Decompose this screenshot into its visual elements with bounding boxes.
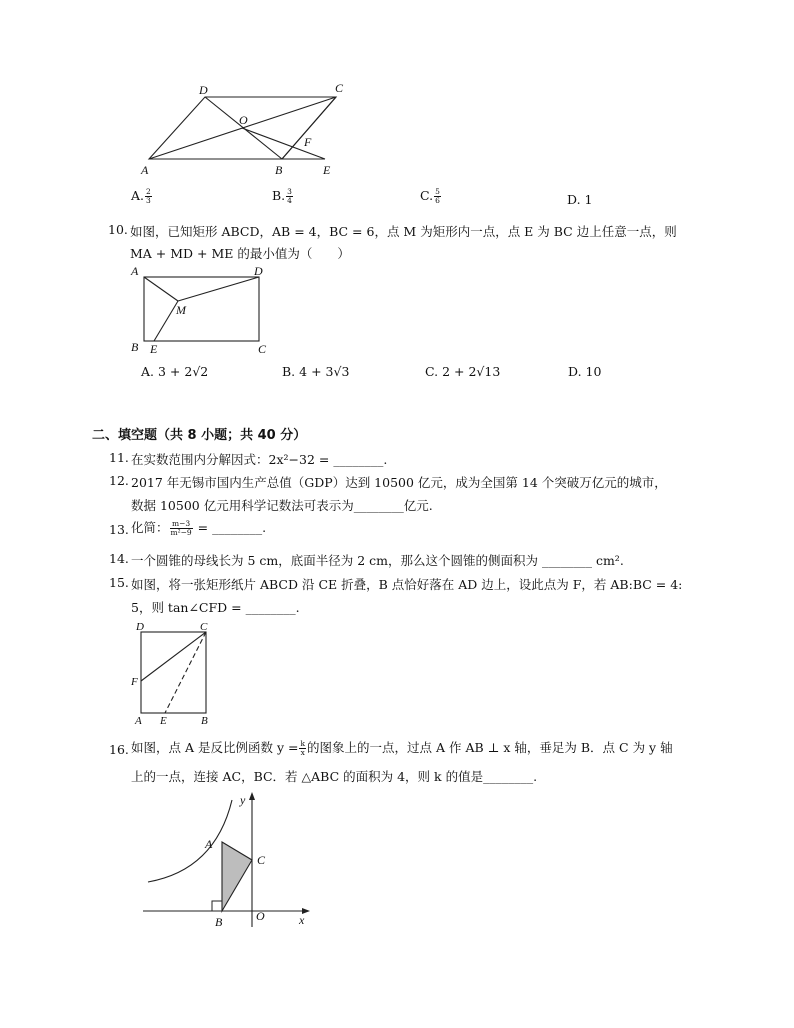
q9-parallelogram-figure <box>135 78 355 178</box>
q11-number: 11. <box>109 450 129 465</box>
q9-option-c-fraction <box>434 188 441 205</box>
q12-line1: 2017 年无锡市国内生产总值（GDP）达到 10500 亿元，成为全国第 14 个突破万亿元的城市， <box>131 475 667 490</box>
q15-line2: 5，则 tan∠CFD = ________. <box>131 600 300 615</box>
q15-label-d: D <box>136 621 144 633</box>
q10-label-e: E <box>150 342 158 356</box>
q16-line1-part1: 如图，点 A 是反比例函数 y = <box>131 740 299 755</box>
q13-fraction <box>170 520 193 537</box>
q15-fold-line-ce <box>165 632 206 713</box>
q15-segment-fc <box>141 632 206 681</box>
q9-option-b <box>272 188 294 205</box>
q14-text: 一个圆锥的母线长为 5 cm，底面半径为 2 cm，那么这个圆锥的侧面积为 ________ cm². <box>131 553 624 568</box>
q16-fraction <box>299 740 306 757</box>
q15-label-b: B <box>201 715 208 727</box>
q10-option-a-value: 3 + 2√2 <box>158 364 209 379</box>
q9-label-a: A <box>141 163 149 177</box>
q16-denominator: x <box>300 748 305 757</box>
q12-line2: 数据 10500 亿元用科学记数法可表示为________亿元. <box>131 498 433 513</box>
q9-option-c-denominator: 6 <box>435 196 440 205</box>
q11-text: 在实数范围内分解因式：2x²−32 = ________. <box>131 452 388 467</box>
q10-option-d-letter: D. <box>568 364 582 379</box>
q14-number: 14. <box>109 551 129 566</box>
q13-expression <box>131 518 266 537</box>
q10-segment-me <box>154 301 178 341</box>
q16-y-axis-arrow <box>249 792 255 800</box>
q16-triangle-abc <box>222 842 252 911</box>
q10-option-b-value: 4 + 3√3 <box>299 364 350 379</box>
q9-option-c-numerator: 5 <box>435 187 440 196</box>
q15-number: 15. <box>109 575 129 590</box>
q9-label-o: O <box>239 113 248 127</box>
q9-option-d-value: 1 <box>584 192 593 207</box>
q9-option-d <box>567 192 593 207</box>
q10-option-c <box>425 364 500 379</box>
q9-option-b-letter: B. <box>272 188 286 203</box>
q16-label-y: y <box>240 793 246 807</box>
q10-stem-line1: 如图，已知矩形 ABCD，AB = 4，BC = 6，点 M 为矩形内一点，点 E 为 BC 边上任意一点，则 <box>130 224 677 239</box>
q10-label-m: M <box>176 303 186 317</box>
q9-option-b-fraction <box>286 188 293 205</box>
q13-prefix: 化简： <box>131 520 169 535</box>
q10-label-b: B <box>131 340 139 354</box>
q16-line1-part2: 的图象上的一点，过点 A 作 AB ⊥ x 轴，垂足为 B．点 C 为 y 轴 <box>307 740 673 755</box>
q16-number: 16. <box>109 742 129 757</box>
q9-option-a-letter: A. <box>131 188 145 203</box>
q10-segment-md <box>178 277 259 301</box>
q10-option-a <box>141 364 208 379</box>
q9-label-d: D <box>199 83 208 97</box>
q9-option-a-numerator: 2 <box>146 187 151 196</box>
q16-label-x: x <box>299 913 305 927</box>
q16-right-angle-mark <box>212 901 222 911</box>
q9-label-b: B <box>275 163 283 177</box>
q10-number: 10. <box>108 222 128 237</box>
q12-number: 12. <box>109 473 129 488</box>
q16-numerator: k <box>300 739 306 748</box>
q15-folded-rectangle-figure <box>128 618 218 728</box>
q9-label-e: E <box>323 163 331 177</box>
q10-option-d <box>568 364 601 379</box>
q15-label-a: A <box>135 715 142 727</box>
q16-label-o: O <box>256 909 265 923</box>
q10-label-d: D <box>254 264 263 278</box>
q16-hyperbola-curve <box>148 800 232 882</box>
q10-rectangle-figure <box>128 262 276 358</box>
q9-option-d-letter: D. <box>567 192 581 207</box>
q9-option-b-denominator: 4 <box>287 196 292 205</box>
q13-denominator: m²−9 <box>170 528 192 537</box>
q10-option-c-value: 2 + 2√13 <box>442 364 501 379</box>
q15-label-c: C <box>200 621 208 633</box>
q10-option-c-letter: C. <box>425 364 439 379</box>
q13-number: 13. <box>109 522 129 537</box>
q10-rectangle <box>144 277 259 341</box>
q10-label-a: A <box>131 264 139 278</box>
q15-rectangle <box>141 632 206 713</box>
q10-option-b <box>282 364 349 379</box>
q9-label-c: C <box>335 81 344 95</box>
q9-label-f: F <box>304 135 312 149</box>
q16-line2: 上的一点，连接 AC，BC．若 △ABC 的面积为 4，则 k 的值是________. <box>131 769 538 784</box>
q9-option-a <box>131 188 153 205</box>
q10-option-b-letter: B. <box>282 364 296 379</box>
q16-label-c: C <box>257 853 266 867</box>
q15-label-f: F <box>131 676 138 688</box>
q9-option-a-fraction <box>145 188 152 205</box>
q9-option-c <box>420 188 442 205</box>
q9-option-c-letter: C. <box>420 188 434 203</box>
q9-option-b-numerator: 3 <box>287 187 292 196</box>
q10-segment-ma <box>144 277 178 301</box>
q9-option-a-denominator: 3 <box>146 196 151 205</box>
q9-segment-oe <box>242 128 325 159</box>
q10-option-a-letter: A. <box>141 364 155 379</box>
q16-function-graph-figure <box>138 792 318 932</box>
q10-option-d-value: 10 <box>585 364 602 379</box>
q15-line1: 如图，将一张矩形纸片 ABCD 沿 CE 折叠，B 点恰好落在 AD 边上，设此点为 F，若 AB:BC = 4: <box>131 577 683 592</box>
q16-label-b: B <box>215 915 223 929</box>
section-heading: 二、填空题（共 8 小题；共 40 分） <box>92 428 307 443</box>
q15-label-e: E <box>160 715 167 727</box>
q16-label-a: A <box>205 837 213 851</box>
q10-label-c: C <box>258 342 267 356</box>
q16-line1 <box>131 738 673 757</box>
q13-numerator: m−3 <box>170 520 193 529</box>
q13-suffix: = ________. <box>193 520 267 535</box>
q10-stem-line2: MA + MD + ME 的最小值为（ ） <box>130 246 350 261</box>
